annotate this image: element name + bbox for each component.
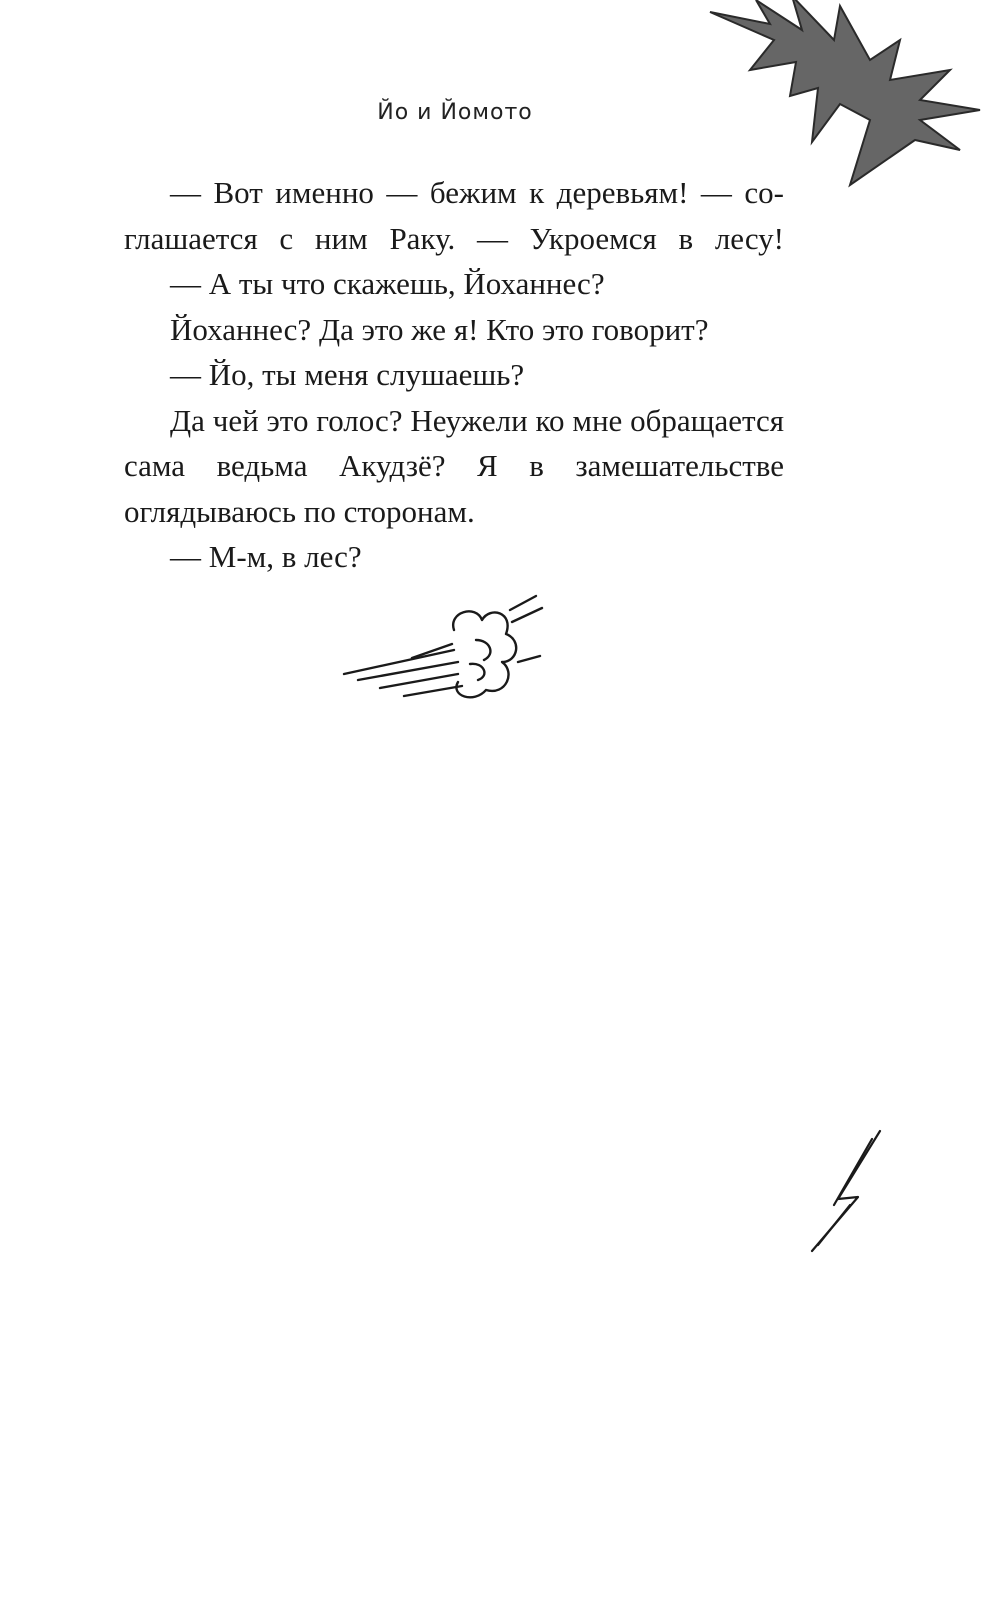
body-text: [124, 170, 784, 580]
paragraph: Да чей это голос? Неужели ко мне обращается сама ведьма Акудзё? Я в замешательстве оглядываюсь по сторонам.: [124, 402, 784, 529]
starburst-icon: [720, 0, 1000, 190]
paragraph: — Вот именно — бежим к деревьям! — соглашается с ним Раку. — Укроемся в лесу!: [124, 175, 784, 256]
paragraph: Йоханнес? Да это же я! Кто это говорит?: [170, 311, 709, 347]
dust-cloud-icon: [350, 600, 570, 720]
paragraph: — М-м, в лес?: [170, 539, 362, 574]
paragraph: — А ты что скажешь, Йоханнес?: [170, 266, 605, 301]
running-head: Йо и Йомото: [377, 100, 533, 125]
paragraph: — Йо, ты меня слушаешь?: [170, 357, 525, 392]
lightning-bolt-icon: [818, 1145, 898, 1265]
